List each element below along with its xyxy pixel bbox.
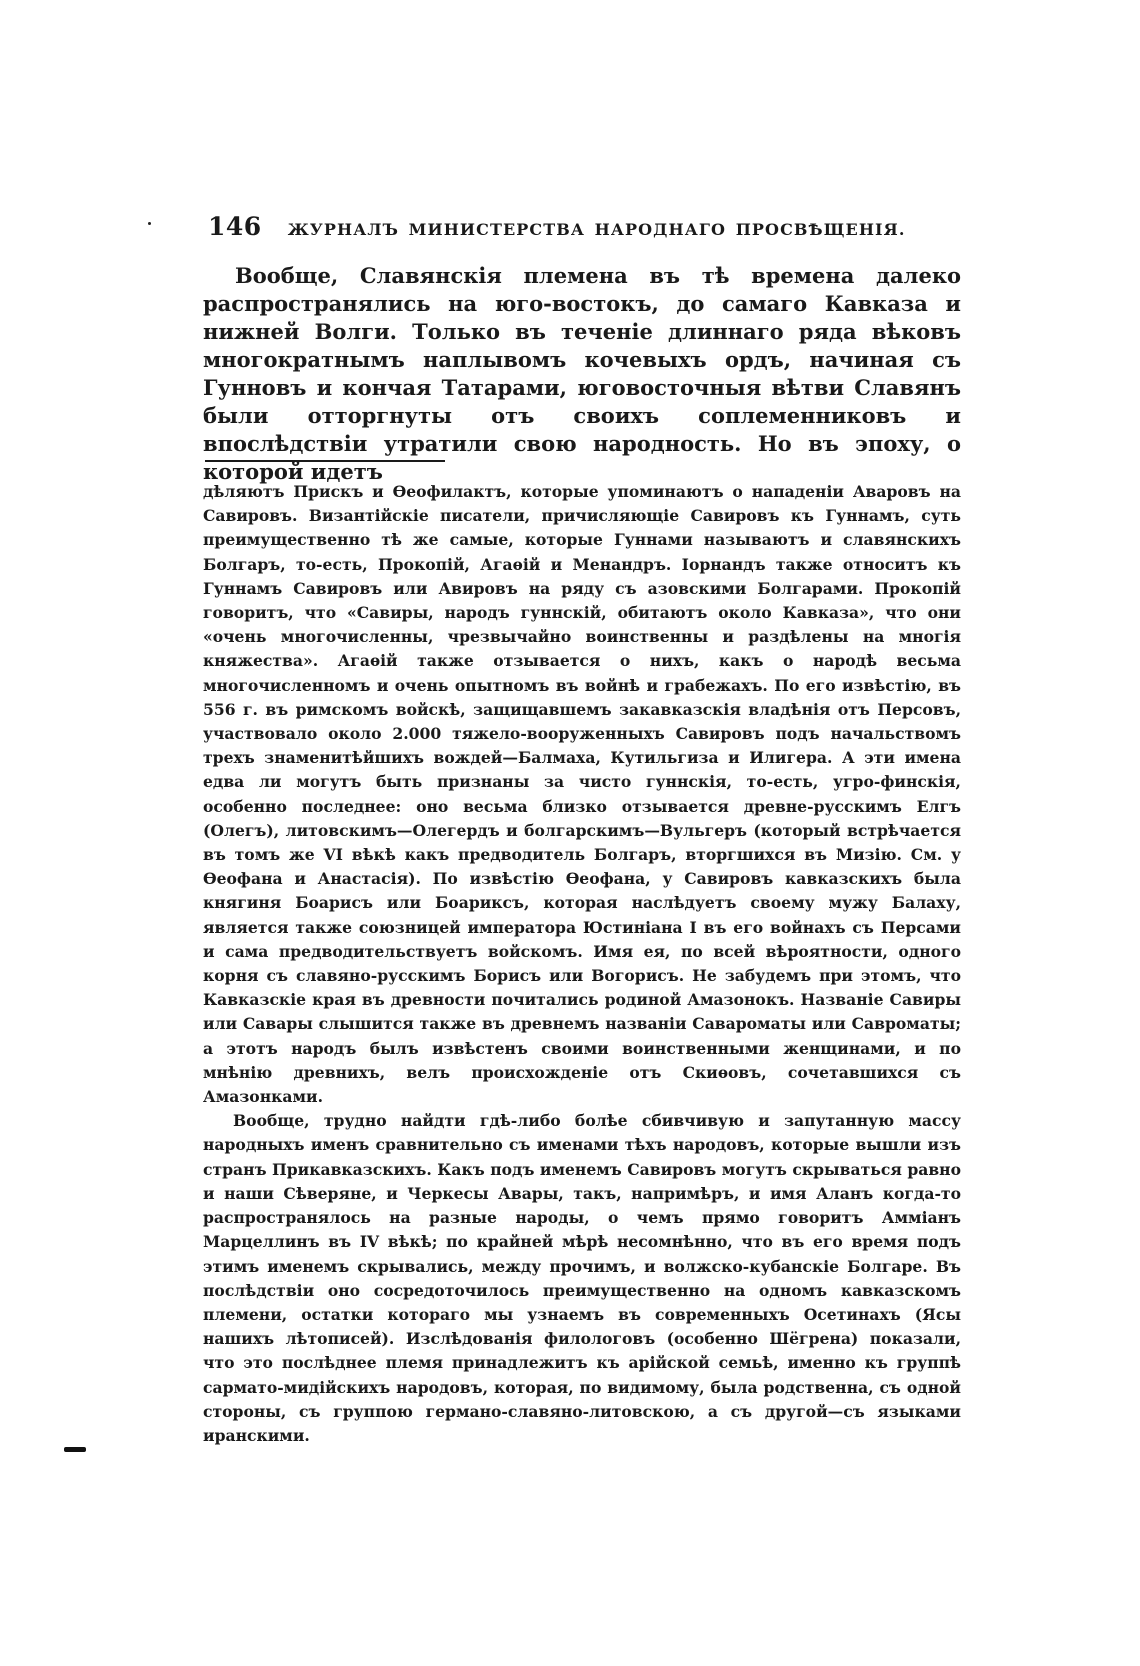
- footnote-paragraph-2: Вообще, трудно найдти гдѣ-либо болѣе сбивчивую и запутанную массу народныхъ именъ сравнительно съ именами тѣхъ народовъ, которые вышли изъ странъ Прикавказскихъ. Какъ подъ именемъ Савировъ могутъ скрываться равно и наши Сѣверяне, и Черкесы Авары, такъ, напримѣръ, и имя Аланъ когда-то распространялось на разные народы, о чемъ прямо говоритъ Амміанъ Марцеллинъ въ IV вѣкѣ; по крайней мѣрѣ несомнѣнно, что въ его время подъ этимъ именемъ скрывались, между прочимъ, и волжско-кубанскіе Болгаре. Въ послѣдствіи оно сосредоточилось преимущественно на одномъ кавказскомъ племени, остатки котораго мы узнаемъ въ современныхъ Осетинахъ (Ясы нашихъ лѣтописей). Изслѣдованія филологовъ (особенно Шёгрена) показали, что это послѣднее племя принадлежитъ къ арійской семьѣ, именно къ группѣ сармато-мидійскихъ народовъ, которая, по видимому, была родственна, съ одной стороны, съ группою германо-славяно-литовскою, а съ другой—съ языками иранскими.: [203, 1111, 961, 1445]
- scan-artifact-mark: [64, 1447, 86, 1452]
- footnotes-block: [203, 480, 961, 1448]
- margin-speck: [148, 222, 151, 225]
- footnote-paragraph-1: дѣляютъ Прискъ и Ѳеофилактъ, которые упоминаютъ о нападеніи Аваровъ на Савировъ. Византійскіе писатели, причисляющіе Савировъ къ Гуннамъ, суть преимущественно тѣ же самые, которые Гуннами называютъ и славянскихъ Болгаръ, то-есть, Прокопій, Агаѳій и Менандръ. Іорнандъ также относитъ къ Гуннамъ Савировъ или Авировъ на ряду съ азовскими Болгарами. Прокопій говоритъ, что «Савиры, народъ гуннскій, обитаютъ около Кавказа», что они «очень многочисленны, чрезвычайно воинственны и раздѣлены на многія княжества». Агаѳій также отзывается о нихъ, какъ о народѣ весьма многочисленномъ и очень опытномъ въ войнѣ и грабежахъ. По его извѣстію, въ 556 г. въ римскомъ войскѣ, защищавшемъ закавказскія владѣнія отъ Персовъ, участвовало около 2.000 тяжело-вооруженныхъ Савировъ подъ начальствомъ трехъ знаменитѣйшихъ вождей—Балмаха, Кутильгиза и Илигера. А эти имена едва ли могутъ быть признаны за чисто гуннскія, то-есть, угро-финскія, особенно последнее: оно весьма близко отзывается древне-русскимъ Елгъ (Олегъ), литовскимъ—Олегердъ и болгарскимъ—Вульгеръ (который встрѣчается въ томъ же VI вѣкѣ какъ предводитель Болгаръ, вторгшихся въ Мизію. См. у Ѳеофана и Анастасія). По извѣстію Ѳеофана, у Савировъ кавказскихъ была княгиня Боарисъ или Боариксъ, которая наслѣдуетъ своему мужу Балаху, является также союзницей императора Юстиніана I въ его войнахъ съ Персами и сама предводительствуетъ войскомъ. Имя ея, по всей вѣроятности, одного корня съ славяно-русскимъ Борисъ или Вогорисъ. Не забудемъ при этомъ, что Кавказскіе края въ древности почитались родиной Амазонокъ. Названіе Савиры или Савары слышится также въ древнемъ названіи Савароматы или Савроматы; а этотъ народъ былъ извѣстенъ своими воинственными женщинами, и по мнѣнію древнихъ, велъ происхожденіе отъ Скиѳовъ, сочетавшихся съ Амазонками.: [203, 482, 961, 1107]
- running-title: ЖУРНАЛЪ МИНИСТЕРСТВА НАРОДНАГО ПРОСВѢЩЕНІЯ.: [287, 220, 906, 239]
- page-header: [208, 212, 1008, 248]
- footnote-separator: [205, 460, 445, 462]
- main-text-paragraph: Вообще, Славянскія племена въ тѣ времена далеко распространялись на юго-востокъ, до самаго Кавказа и нижней Волги. Только въ теченіе длиннаго ряда вѣковъ многократнымъ наплывомъ кочевыхъ ордъ, начиная съ Гунновъ и кончая Татарами, юговосточныя вѣтви Славянъ были отторгнуты отъ своихъ соплеменниковъ и впослѣдствіи утратили свою народность. Но въ эпоху, о которой идетъ: [203, 263, 961, 484]
- page-number: 146: [208, 212, 262, 241]
